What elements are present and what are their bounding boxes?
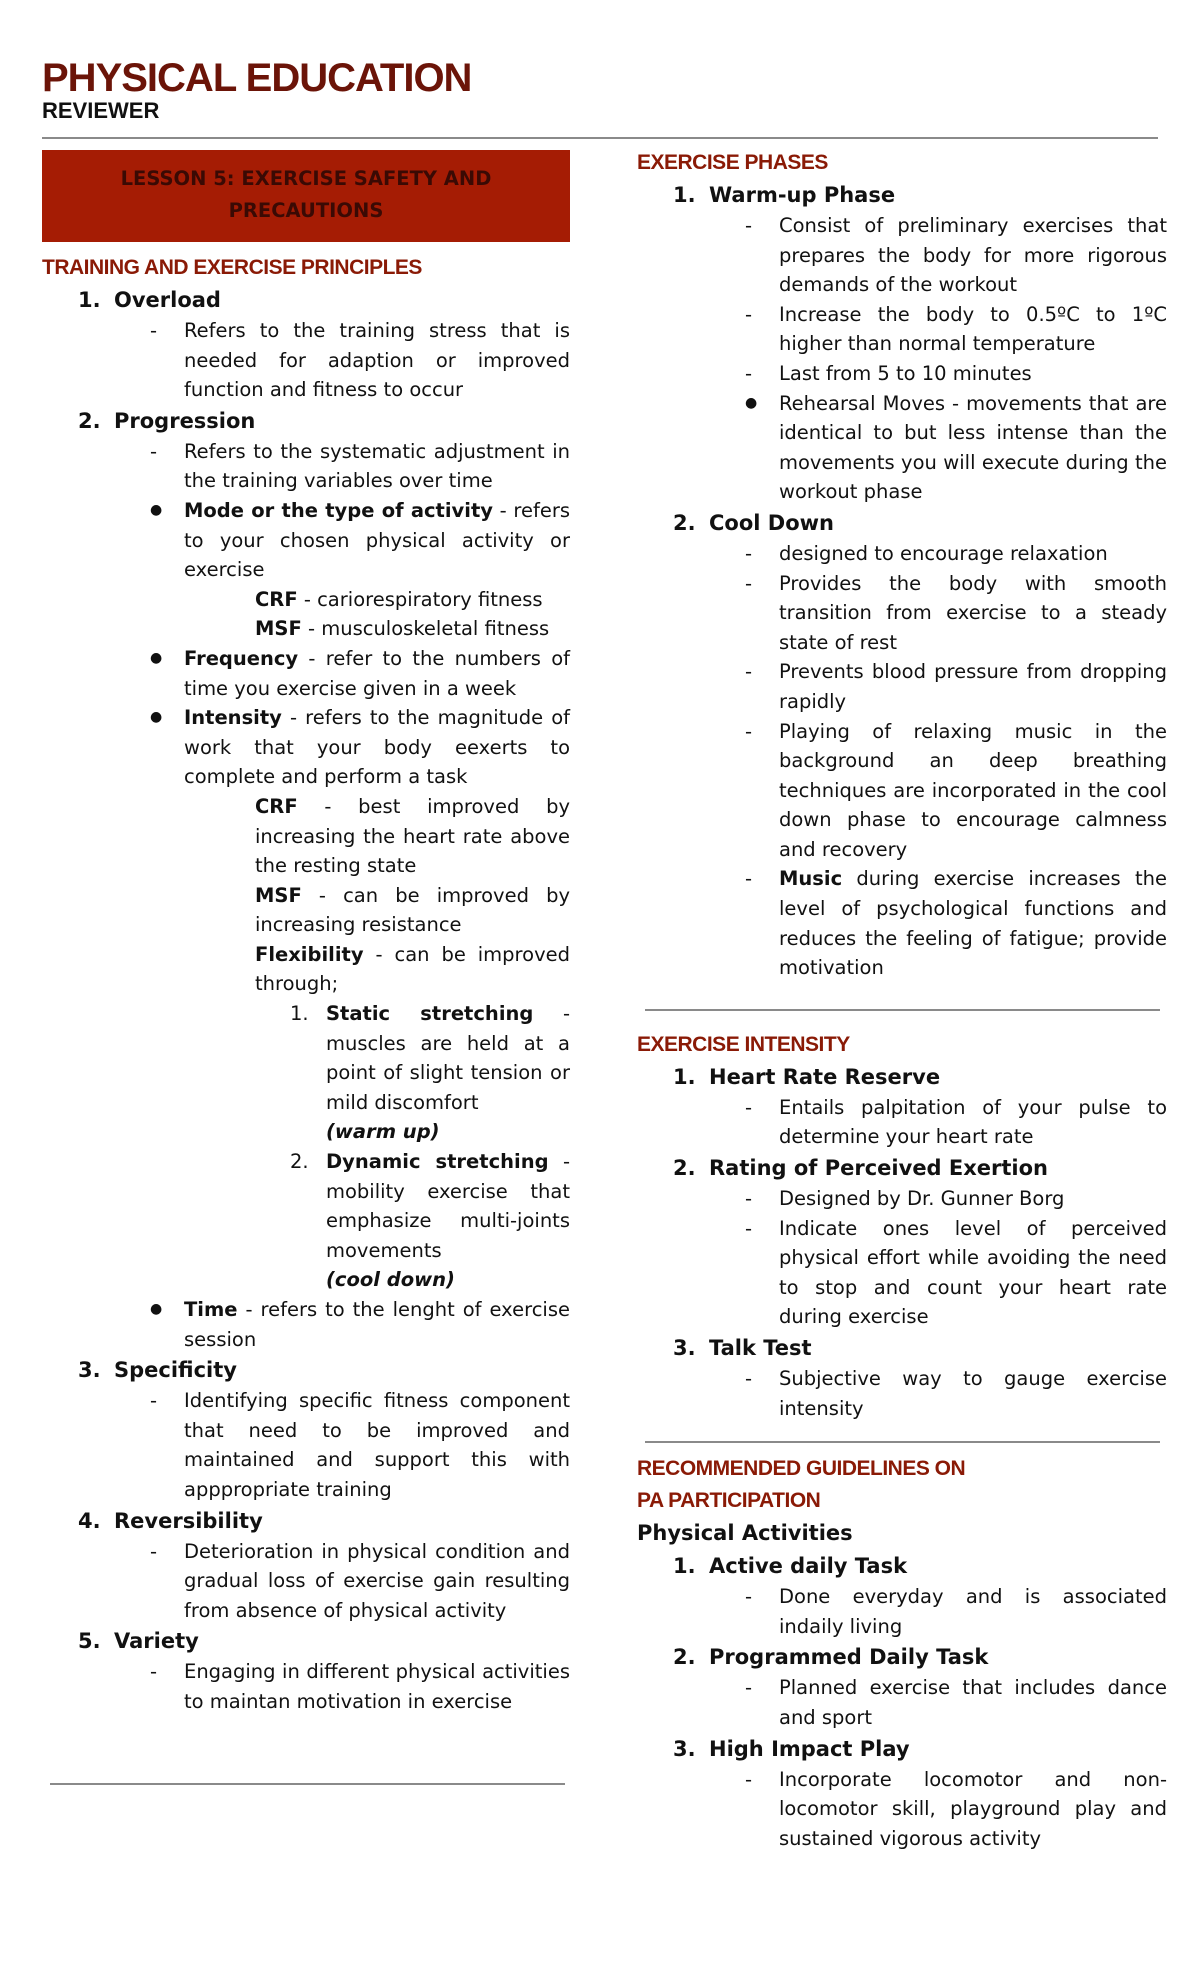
phases-divider xyxy=(645,1009,1160,1011)
static-stretching-item xyxy=(290,999,570,1147)
talk-test-desc xyxy=(743,1364,1167,1423)
flexibility-text: - can be improved through; xyxy=(255,942,570,996)
active-daily-task-item xyxy=(673,1550,1167,1582)
desc-text: Entails palpitation of your pulse to determine your heart rate xyxy=(779,1095,1167,1149)
desc-text: Refers to the training stress that is needed for adaption or improved function and fitness to occur xyxy=(184,319,570,402)
rpe-desc-2 xyxy=(743,1214,1167,1332)
heart-rate-reserve-item xyxy=(673,1061,1167,1093)
desc-text: Subjective way to gauge exercise intensity xyxy=(779,1367,1167,1420)
time-bullet xyxy=(148,1295,570,1354)
item-number: 2. xyxy=(673,510,696,535)
progression-desc xyxy=(148,437,570,496)
flexibility-line xyxy=(255,940,570,999)
warmup-item xyxy=(673,179,1167,211)
left-bottom-divider xyxy=(50,1783,565,1785)
bullet-marker: ● xyxy=(150,649,163,666)
cooldown-desc-1 xyxy=(743,539,1167,569)
bullet-marker: ● xyxy=(745,394,758,411)
dash-marker: - xyxy=(150,319,158,342)
dynamic-label: Dynamic stretching xyxy=(326,1150,549,1174)
item-label: Progression xyxy=(114,408,256,433)
cooldown-music xyxy=(743,864,1167,982)
rehearsal-bullet xyxy=(743,389,1167,507)
dash-marker: - xyxy=(745,1367,753,1390)
left-column xyxy=(42,150,570,1717)
intensity-label: Intensity xyxy=(184,706,282,730)
dash-marker: - xyxy=(745,719,753,743)
dash-marker: - xyxy=(150,1389,158,1413)
item-label: Variety xyxy=(114,1629,199,1654)
rpe-desc-1 xyxy=(743,1184,1167,1214)
item-number: 2. xyxy=(78,408,101,433)
item-number: 1. xyxy=(673,1064,696,1089)
static-text: - muscles are held at a point of slight tension or mild discomfort xyxy=(326,1002,570,1114)
mode-bullet xyxy=(148,496,570,585)
frequency-label: Frequency xyxy=(184,646,299,670)
physical-activities-heading: Physical Activities xyxy=(637,1521,853,1546)
dash-marker: - xyxy=(745,1216,753,1240)
item-label: Active daily Task xyxy=(709,1554,908,1579)
item-number: 3. xyxy=(673,1336,696,1360)
warmup-desc-3 xyxy=(743,359,1167,389)
guidelines-heading-line-2: PA PARTICIPATION xyxy=(637,1489,821,1513)
page-subtitle: REVIEWER xyxy=(42,98,160,123)
dash-marker: - xyxy=(745,1676,753,1700)
crf-text: - best improved by increasing the heart rate above the resting state xyxy=(255,794,570,878)
dynamic-text: - mobility exercise that emphasize multi-joints movements xyxy=(326,1150,570,1262)
item-number: 5. xyxy=(78,1629,101,1654)
crf-text: - cariorespiratory fitness xyxy=(297,587,543,611)
dash-marker: - xyxy=(745,361,753,385)
music-label: Music xyxy=(779,867,843,891)
warmup-desc-1 xyxy=(743,211,1167,300)
item-number: 1. xyxy=(673,183,696,207)
item-label: Specificity xyxy=(114,1358,237,1383)
specificity-item xyxy=(78,1354,570,1386)
variety-desc xyxy=(148,1657,570,1716)
item-label: Cool Down xyxy=(709,510,834,535)
rpe-item xyxy=(673,1152,1167,1184)
desc-text: Increase the body to 0.5ºC to 1ºC higher than normal temperature xyxy=(779,302,1167,356)
desc-text: Done everyday and is associated indaily living xyxy=(779,1585,1167,1638)
dash-marker: - xyxy=(745,1767,753,1791)
time-label: Time xyxy=(184,1298,238,1321)
intensity-crf xyxy=(255,792,570,881)
bullet-marker: ● xyxy=(150,501,163,518)
crf-line xyxy=(255,585,570,615)
msf-label: MSF xyxy=(255,883,302,907)
desc-text: Refers to the systematic adjustment in the training variables over time xyxy=(184,439,570,493)
page-title: PHYSICAL EDUCATION xyxy=(42,56,472,100)
item-number: 3. xyxy=(78,1358,101,1383)
frequency-bullet xyxy=(148,644,570,703)
desc-text: Consist of preliminary exercises that prepares the body for more rigorous demands of the workout xyxy=(779,214,1167,297)
item-label: Warm-up Phase xyxy=(709,183,896,207)
flexibility-label: Flexibility xyxy=(255,942,364,966)
item-number: 4. xyxy=(78,1508,101,1533)
desc-text: Last from 5 to 10 minutes xyxy=(779,361,1032,385)
desc-text: Designed by Dr. Gunner Borg xyxy=(779,1187,1065,1211)
dash-marker: - xyxy=(745,541,753,565)
desc-text: Provides the body with smooth transition from exercise to a steady state of rest xyxy=(779,571,1167,654)
item-number: 2. xyxy=(673,1156,696,1181)
intensity-msf xyxy=(255,881,570,940)
variety-item xyxy=(78,1625,570,1657)
msf-line xyxy=(255,614,570,644)
item-label: Reversibility xyxy=(114,1508,263,1533)
item-number: 1. xyxy=(78,288,101,312)
dash-marker: - xyxy=(745,660,753,684)
msf-text: - musculoskeletal fitness xyxy=(301,617,550,641)
cooldown-item xyxy=(673,507,1167,539)
talk-test-item xyxy=(673,1332,1167,1364)
item-number: 2. xyxy=(290,1150,309,1174)
mode-label: Mode or the type of activity xyxy=(184,498,493,522)
static-label: Static stretching xyxy=(326,1002,534,1026)
cooldown-desc-4 xyxy=(743,717,1167,865)
specificity-desc xyxy=(148,1386,570,1504)
desc-text: Planned exercise that includes dance and sport xyxy=(779,1676,1167,1729)
item-label: High Impact Play xyxy=(709,1736,910,1761)
dash-marker: - xyxy=(745,214,753,237)
reversibility-desc xyxy=(148,1537,570,1626)
exercise-intensity-heading: EXERCISE INTENSITY xyxy=(637,1032,850,1056)
high-impact-play-desc xyxy=(743,1765,1167,1854)
item-number: 2. xyxy=(673,1645,696,1670)
dash-marker: - xyxy=(150,439,158,463)
overload-item xyxy=(78,284,570,316)
time-text: - refers to the lenght of exercise session xyxy=(184,1298,570,1351)
intensity-bullet xyxy=(148,703,570,792)
crf-label: CRF xyxy=(255,587,298,611)
right-column xyxy=(637,147,1167,1853)
progression-item xyxy=(78,405,570,437)
desc-text: Engaging in different physical activities to maintan motivation in exercise xyxy=(184,1660,570,1713)
overload-desc xyxy=(148,316,570,405)
item-label: Overload xyxy=(114,288,221,312)
item-label: Rating of Perceived Exertion xyxy=(709,1156,1049,1181)
dash-marker: - xyxy=(745,867,753,891)
dash-marker: - xyxy=(745,1095,753,1119)
static-note: (warm up) xyxy=(326,1120,440,1144)
desc-text: designed to encourage relaxation xyxy=(779,541,1108,565)
desc-text: Prevents blood pressure from dropping rapidly xyxy=(779,660,1167,713)
frequency-text: - refer to the numbers of time you exercise given in a week xyxy=(184,646,570,700)
msf-label: MSF xyxy=(255,617,302,641)
bullet-marker: ● xyxy=(150,1301,163,1317)
header-divider xyxy=(42,137,1158,139)
cooldown-desc-2 xyxy=(743,569,1167,658)
item-number: 1. xyxy=(290,1002,309,1026)
intensity-text: - refers to the magnitude of work that your body eexerts to complete and perform a task xyxy=(184,706,570,789)
cooldown-desc-3 xyxy=(743,657,1167,716)
dash-marker: - xyxy=(745,302,753,326)
desc-text: Playing of relaxing music in the background an deep breathing techniques are incorporated in the cool down phase to encourage calmness and recovery xyxy=(779,719,1167,861)
active-daily-task-desc xyxy=(743,1582,1167,1641)
music-text: during exercise increases the level of psychological functions and reduces the feeling of fatigue; provide motivation xyxy=(779,867,1167,980)
dash-marker: - xyxy=(745,1187,753,1211)
high-impact-play-item xyxy=(673,1733,1167,1765)
training-principles-heading: TRAINING AND EXERCISE PRINCIPLES xyxy=(42,256,422,279)
item-number: 1. xyxy=(673,1554,696,1579)
rehearsal-text: Rehearsal Moves - movements that are identical to but less intense than the movements you will execute during the workout phase xyxy=(779,391,1167,504)
dash-marker: - xyxy=(745,571,753,595)
item-label: Talk Test xyxy=(709,1336,812,1360)
desc-text: Indicate ones level of perceived physical effort while avoiding the need to stop and count your heart rate during exercise xyxy=(779,1216,1167,1329)
programmed-daily-task-item xyxy=(673,1641,1167,1673)
dash-marker: - xyxy=(745,1585,753,1609)
dash-marker: - xyxy=(150,1539,158,1563)
intensity-divider xyxy=(645,1441,1160,1443)
warmup-desc-2 xyxy=(743,300,1167,359)
crf-label: CRF xyxy=(255,794,298,818)
bullet-marker: ● xyxy=(150,709,163,726)
guidelines-heading-line-1: RECOMMENDED GUIDELINES ON xyxy=(637,1457,966,1481)
desc-text: Incorporate locomotor and non-locomotor skill, playground play and sustained vigorous activity xyxy=(779,1767,1167,1850)
desc-text: Identifying specific fitness component that need to be improved and maintained and support this with apppropriate training xyxy=(184,1389,570,1501)
reversibility-item xyxy=(78,1505,570,1537)
dynamic-stretching-item xyxy=(290,1147,570,1295)
lesson-title-box: LESSON 5: EXERCISE SAFETY AND PRECAUTIONS xyxy=(42,150,570,242)
heart-rate-reserve-desc xyxy=(743,1093,1167,1152)
exercise-phases-heading: EXERCISE PHASES xyxy=(637,151,828,174)
item-label: Heart Rate Reserve xyxy=(709,1064,941,1089)
item-label: Programmed Daily Task xyxy=(709,1645,989,1670)
item-number: 3. xyxy=(673,1736,696,1761)
programmed-daily-task-desc xyxy=(743,1673,1167,1732)
msf-text: - can be improved by increasing resistance xyxy=(255,883,570,937)
desc-text: Deterioration in physical condition and gradual loss of exercise gain resulting from absence of physical activity xyxy=(184,1539,570,1622)
mode-text: - refers to your chosen physical activity or exercise xyxy=(184,498,571,582)
dash-marker: - xyxy=(150,1660,158,1684)
dynamic-note: (cool down) xyxy=(326,1268,455,1292)
